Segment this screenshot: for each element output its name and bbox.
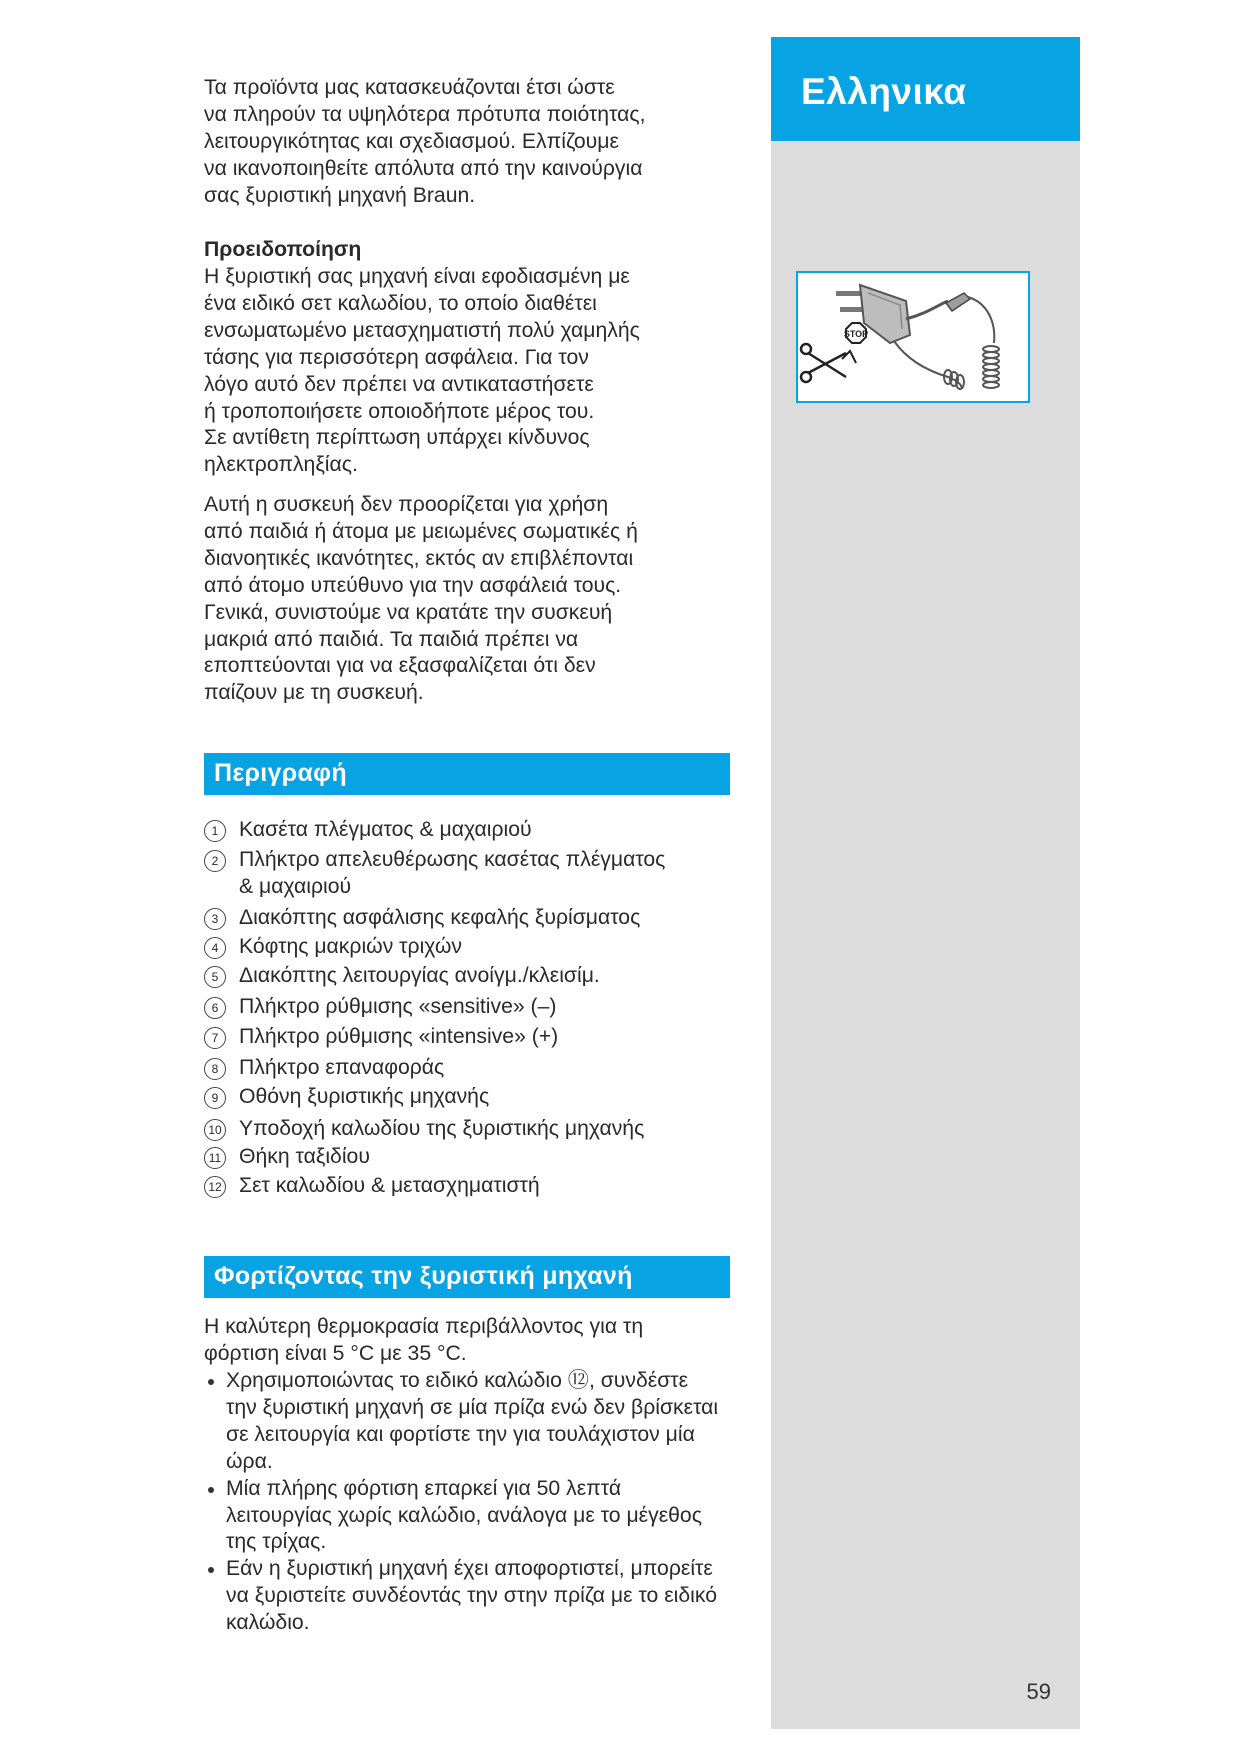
warning-paragraph: Η ξυριστική σας μηχανή είναι εφοδιασμένη με ένα ειδικό σετ καλωδίου, το οποίο διαθέτει ενσωματωμένο μετασχηματιστή πολύ χαμηλής τάσης για περισσότερη ασφάλεια. Για τον λόγο αυτό δεν πρέπει να αντικαταστήσετε ή τροποποιήσετε οποιοδήποτε μέρος του. Σε αντίθετη περίπτωση υπάρχει κίνδυνος ηλεκτροπληξίας.	[204, 265, 640, 477]
list-item: Μία πλήρης φόρτιση επαρκεί για 50 λεπτά λειτουργίας χωρίς καλώδιο, ανάλογα με το μέγεθος της τρίχας.	[204, 1476, 724, 1557]
list-item: Εάν η ξυριστική μηχανή έχει αποφορτιστεί, μπορείτε να ξυριστείτε συνδέοντάς την στην πρίζα με το ειδικό καλώδιο.	[204, 1556, 724, 1637]
number-badge: 8	[204, 1058, 226, 1080]
list-item: 8 Πλήκτρο επαναφοράς	[204, 1054, 764, 1081]
warning-heading: Προειδοποίηση	[204, 238, 362, 261]
list-item: 1 Κασέτα πλέγματος & μαχαιριού	[204, 816, 764, 843]
language-tab: Ελληνικα	[771, 37, 1080, 141]
list-item: 3 Διακόπτης ασφάλισης κεφαλής ξυρίσματος	[204, 904, 764, 931]
list-item: 11 Θήκη ταξιδίου	[204, 1143, 764, 1170]
list-item: 5 Διακόπτης λειτουργίας ανοίγμ./κλεισίμ.	[204, 962, 764, 989]
number-badge: 3	[204, 908, 226, 930]
page-number: 59	[1026, 1679, 1051, 1704]
intro-paragraph: Τα προϊόντα μας κατασκευάζονται έτσι ώστε να πληρούν τα υψηλότερα πρότυπα ποιότητας, λειτουργικότητας και σχεδιασμού. Ελπίζουμε να ικανοποιηθείτε απόλυτα από την καινούργια σας ξυριστική μηχανή Braun.	[204, 76, 646, 207]
list-item: Χρησιμοποιώντας το ειδικό καλώδιο ⑫, συνδέστε την ξυριστική μηχανή σε μία πρίζα ενώ δεν βρίσκεται σε λειτουργία και φορτίστε την για τουλάχιστον μία ώρα.	[204, 1368, 724, 1476]
list-item: 6 Πλήκτρο ρύθμισης «sensitive» (–)	[204, 993, 764, 1020]
warning-illustration	[796, 271, 1030, 403]
charging-bullets	[204, 1368, 724, 1637]
list-item: 2 Πλήκτρο απελευθέρωσης κασέτας πλέγματος & μαχαιριού	[204, 846, 669, 900]
number-badge: 5	[204, 966, 226, 988]
charging-intro: Η καλύτερη θερμοκρασία περιβάλλοντος για τη φόρτιση είναι 5 °C με 35 °C.	[204, 1315, 644, 1365]
list-item: 9 Οθόνη ξυριστικής μηχανής	[204, 1083, 764, 1110]
plug-cord-scissors-icon	[798, 273, 1028, 401]
list-item: 4 Κόφτης μακριών τριχών	[204, 933, 764, 960]
stop-label: STOP	[843, 329, 869, 339]
list-item: 7 Πλήκτρο ρύθμισης «intensive» (+)	[204, 1023, 764, 1050]
description-section-header: Περιγραφή	[204, 753, 730, 795]
children-paragraph: Αυτή η συσκευή δεν προορίζεται για χρήση από παιδιά ή άτομα με μειωμένες σωματικές ή διανοητικές ικανότητες, εκτός αν επιβλέπονται από άτομο υπεύθυνο για την ασφάλειά τους. Γενικά, συνιστούμε να κρατάτε την συσκευή μακριά από παιδιά. Τα παιδιά πρέπει να εποπτεύονται για να εξασφαλίζεται ότι δεν παίζουν με τη συσκευή.	[204, 493, 638, 705]
number-badge: 9	[204, 1087, 226, 1109]
number-badge: 1	[204, 820, 226, 842]
number-badge: 6	[204, 997, 226, 1019]
charging-section-header: Φορτίζοντας την ξυριστική μηχανή	[204, 1256, 730, 1298]
list-item: 12 Σετ καλωδίου & μετασχηματιστή	[204, 1172, 764, 1199]
list-item: 10 Υποδοχή καλωδίου της ξυριστικής μηχανής	[204, 1115, 764, 1142]
parts-list	[204, 816, 764, 1199]
number-badge: 7	[204, 1027, 226, 1049]
number-badge: 10	[204, 1119, 226, 1141]
number-badge: 4	[204, 937, 226, 959]
number-badge: 12	[204, 1176, 226, 1198]
sidebar	[771, 37, 1080, 1729]
number-badge: 11	[204, 1147, 226, 1169]
number-badge: 2	[204, 850, 226, 872]
